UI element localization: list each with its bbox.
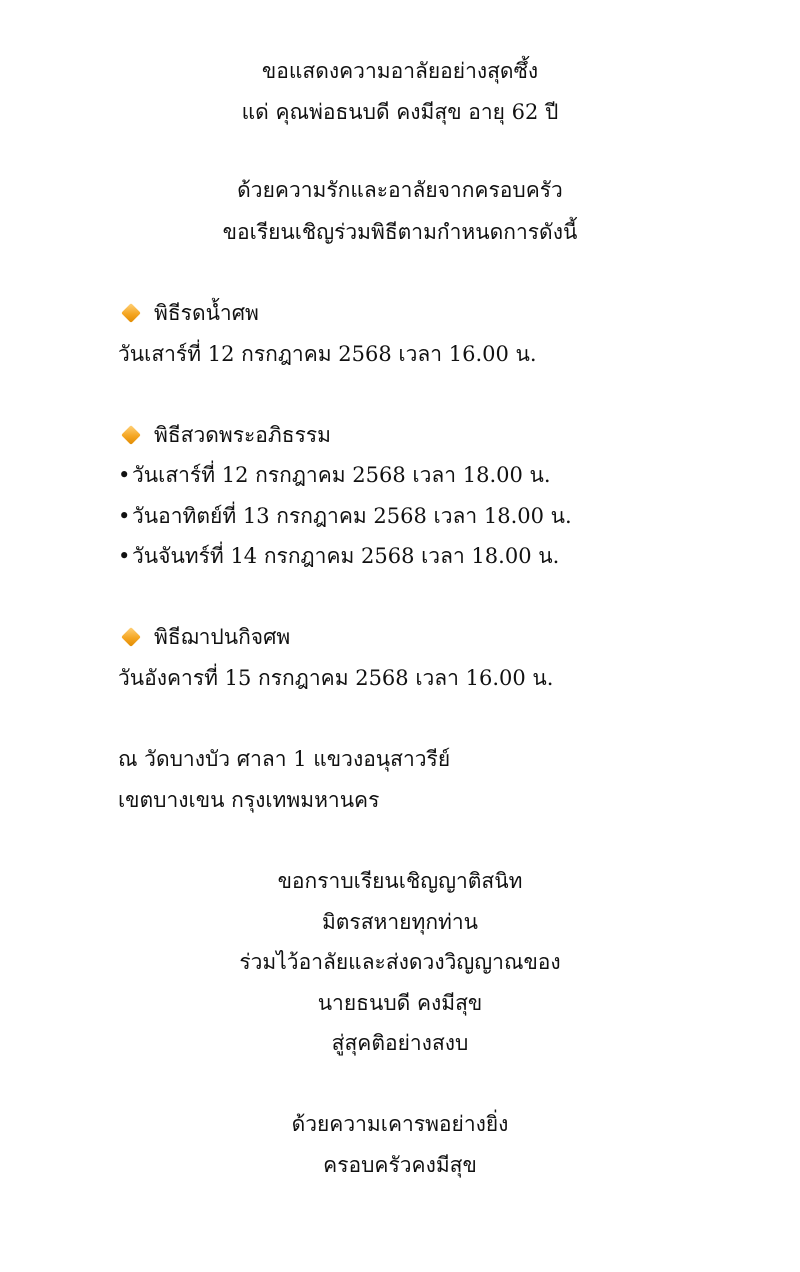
orange-diamond-icon — [121, 303, 141, 323]
intro-line-1: ด้วยความรักและอาลัยจากครอบครัว — [237, 178, 563, 202]
invitation-line: ร่วมไว้อาลัยและส่งดวงวิญญาณของ — [239, 950, 561, 974]
section-chanting-title: พิธีสวดพระอภิธรรม — [154, 423, 331, 447]
orange-diamond-icon — [121, 627, 141, 647]
section-cremation-title: พิธีฌาปนกิจศพ — [154, 625, 291, 649]
invitation-line: มิตรสหายทุกท่าน — [321, 910, 479, 934]
section-cremation-heading — [122, 622, 290, 652]
bullet-icon: • — [118, 544, 131, 568]
invitation-line: ขอกราบเรียนเชิญญาติสนิท — [277, 869, 523, 893]
orange-diamond-icon — [121, 425, 141, 445]
announcement-line-1: ขอแสดงความอาลัยอย่างสุดซึ้ง — [261, 59, 539, 83]
bullet-icon: • — [118, 463, 131, 487]
section-bathing-heading — [122, 298, 259, 328]
venue-line-2: เขตบางเขน กรุงเทพมหานคร — [118, 788, 380, 812]
venue-line-1: ณ วัดบางบัว ศาลา 1 แขวงอนุสาวรีย์ — [118, 747, 451, 771]
closing-line-1: ด้วยความเคารพอย่างยิ่ง — [291, 1112, 509, 1136]
closing-signature: ครอบครัวคงมีสุข — [323, 1153, 477, 1177]
chanting-item-text: วันอาทิตย์ที่ 13 กรกฎาคม 2568 เวลา 18.00 น. — [132, 504, 572, 528]
chanting-list-item — [118, 501, 572, 531]
intro-line-2: ขอเรียนเชิญร่วมพิธีตามกำหนดการดังนี้ — [222, 220, 578, 244]
announcement-line-2: แด่ คุณพ่อธนบดี คงมีสุข อายุ 62 ปี — [241, 100, 559, 124]
invitation-line: นายธนบดี คงมีสุข — [317, 991, 483, 1015]
section-bathing-title: พิธีรดน้ำศพ — [154, 301, 259, 325]
section-chanting-heading — [122, 420, 331, 450]
chanting-item-text: วันจันทร์ที่ 14 กรกฎาคม 2568 เวลา 18.00 น. — [132, 544, 560, 568]
chanting-list-item — [118, 541, 559, 571]
bullet-icon: • — [118, 504, 131, 528]
invitation-line: สู่สุคติอย่างสงบ — [331, 1031, 469, 1055]
chanting-list-item — [118, 460, 551, 490]
section-bathing-detail: วันเสาร์ที่ 12 กรกฎาคม 2568 เวลา 16.00 น. — [118, 342, 537, 366]
section-cremation-detail: วันอังคารที่ 15 กรกฎาคม 2568 เวลา 16.00 น. — [118, 666, 554, 690]
chanting-item-text: วันเสาร์ที่ 12 กรกฎาคม 2568 เวลา 18.00 น. — [132, 463, 551, 487]
